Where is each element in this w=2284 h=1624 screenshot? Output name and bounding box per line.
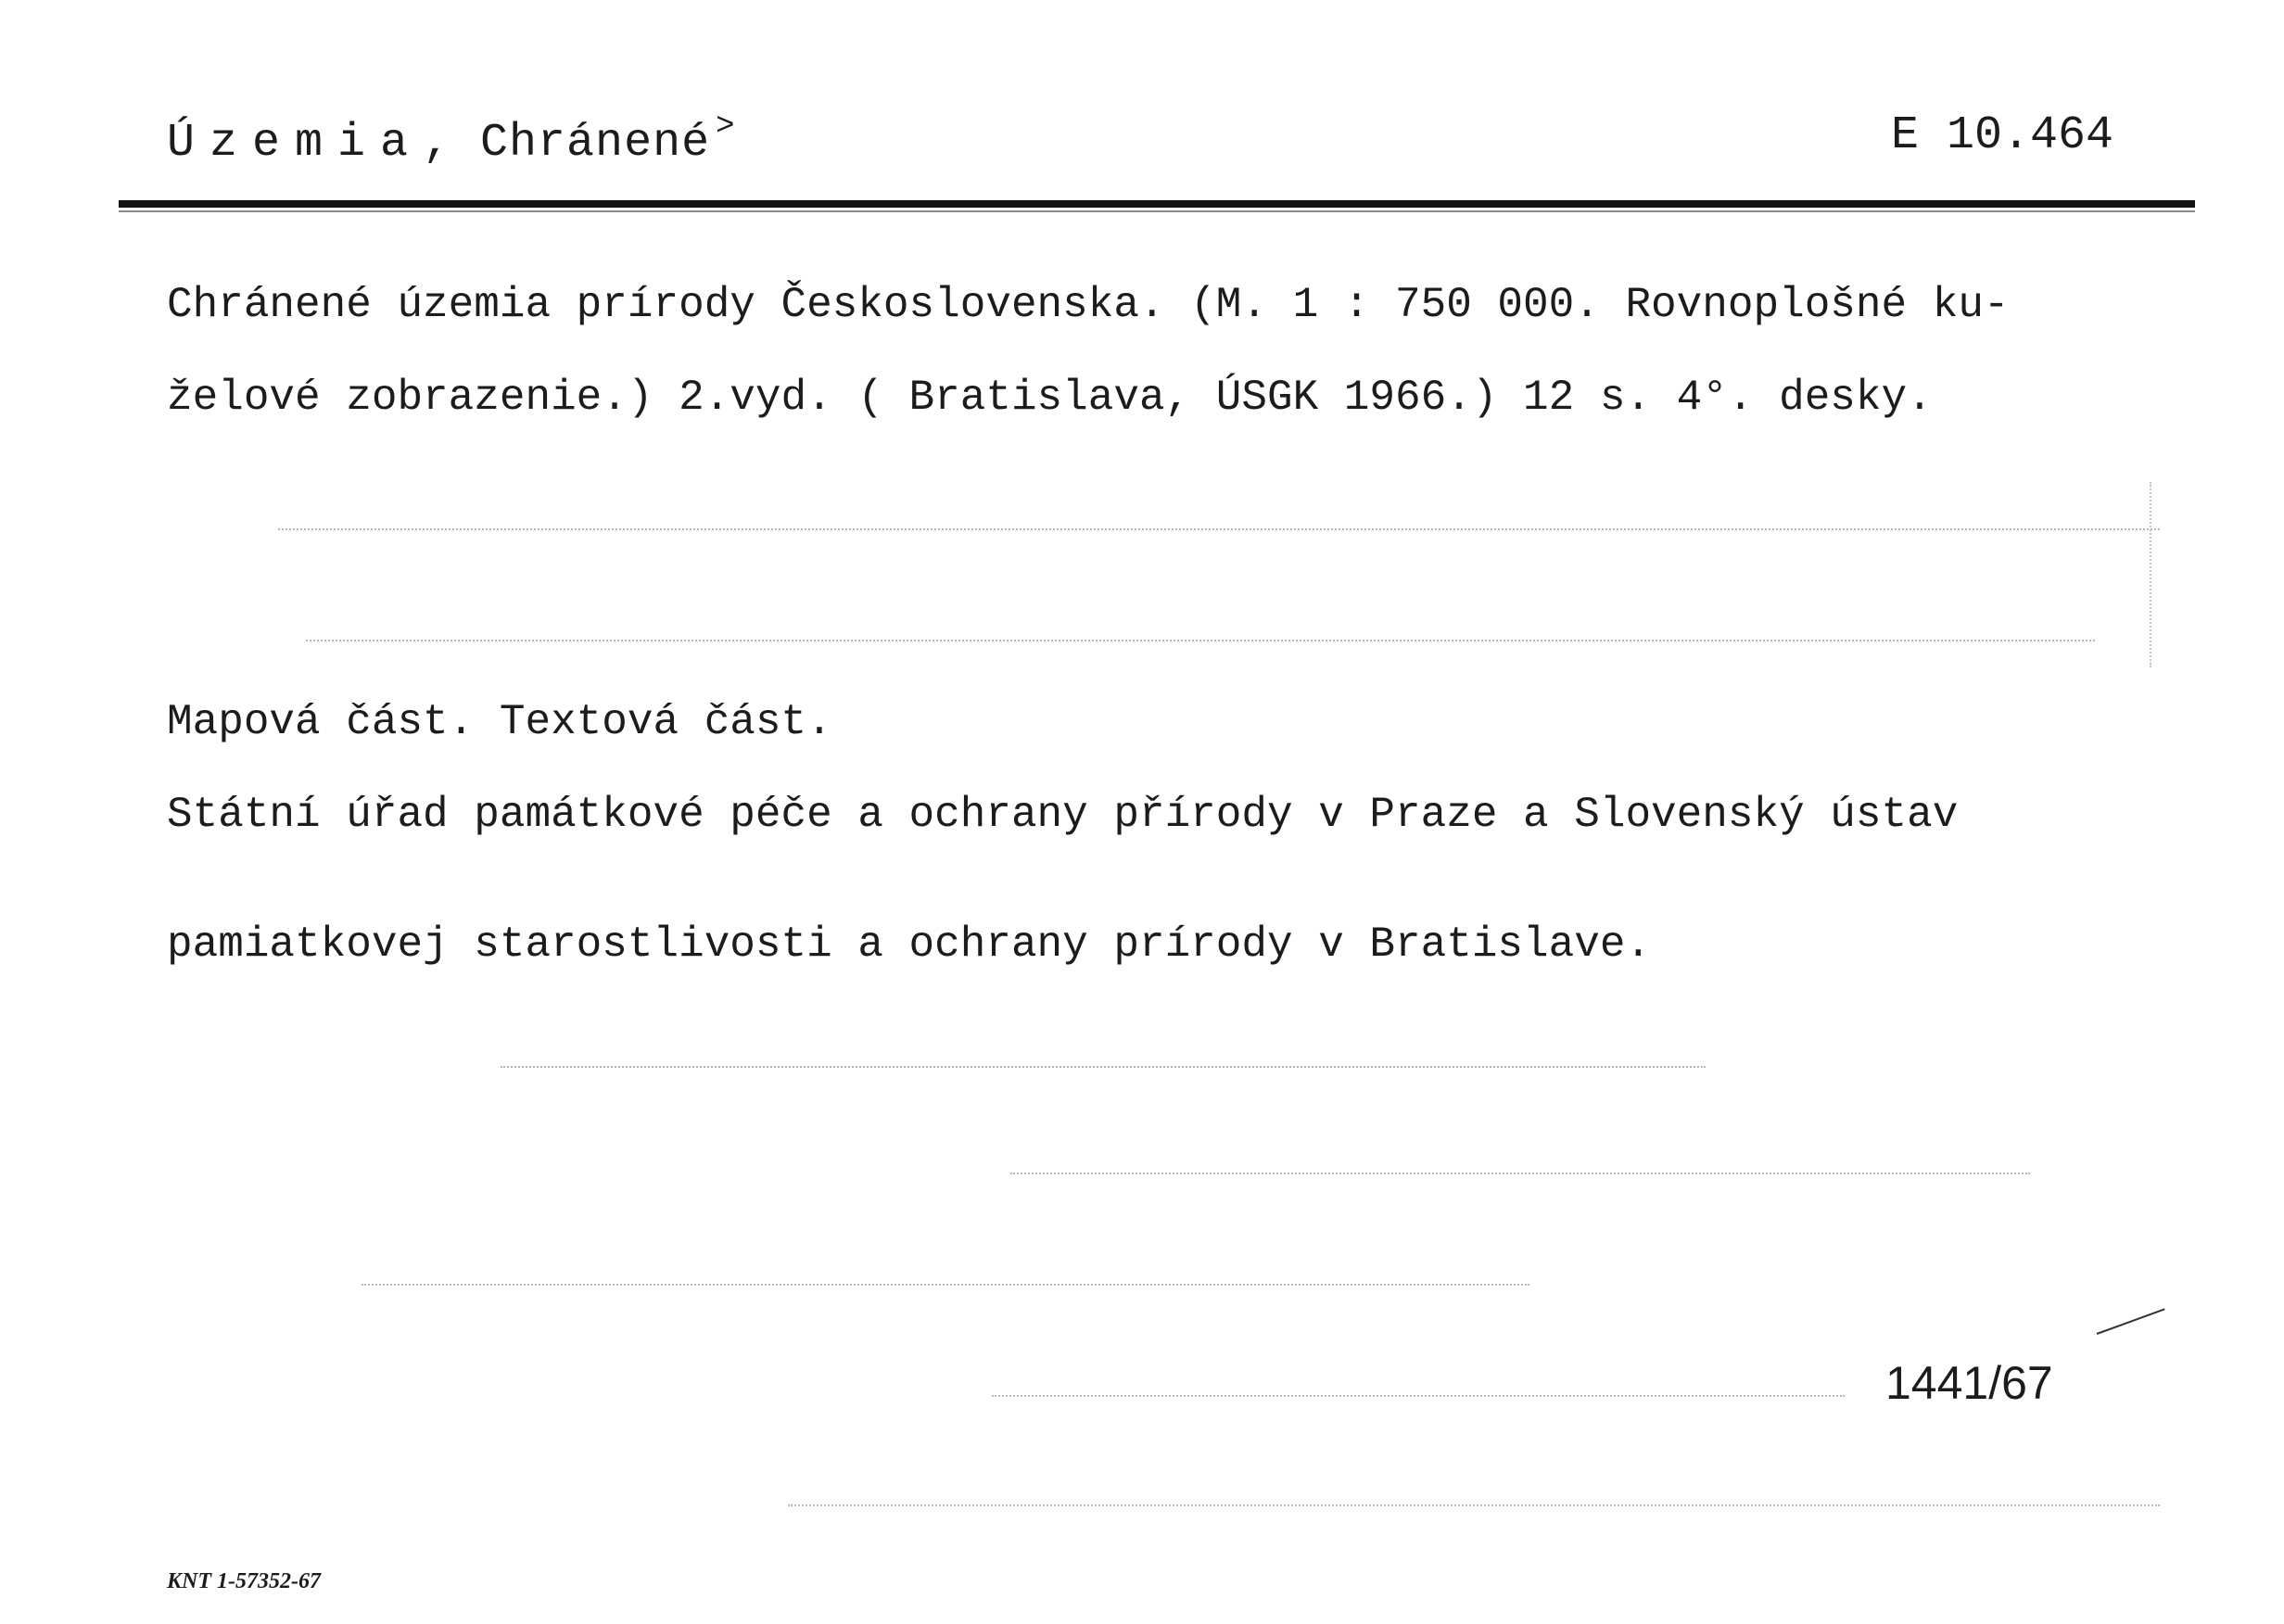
- ruled-guide-line: [1010, 1173, 2030, 1174]
- ruled-guide-line: [501, 1066, 1706, 1068]
- contents-line: Mapová část. Textová část.: [167, 698, 832, 746]
- subject-heading-rest: , Chránené: [423, 117, 711, 170]
- heading-rule: [119, 200, 2195, 208]
- ruled-guide-line: [788, 1504, 2160, 1506]
- card-edge-marks: [2150, 482, 2151, 667]
- call-number: E 10.464: [1891, 109, 2114, 162]
- subject-heading: [167, 109, 736, 170]
- ruled-guide-line: [992, 1395, 1845, 1397]
- subject-heading-main: Územia: [167, 117, 424, 170]
- print-code: KNT 1-57352-67: [167, 1569, 321, 1593]
- heading-rule-underline: [119, 210, 2195, 212]
- ruled-guide-line: [362, 1284, 1529, 1286]
- ruled-guide-line: [278, 528, 2160, 530]
- publisher-line-2: pamiatkovej starostlivosti a ochrany prírody v Bratislave.: [167, 920, 1652, 969]
- pen-tick-mark: [2097, 1308, 2165, 1335]
- ruled-guide-line: [306, 640, 2095, 641]
- subject-heading-mark: >: [716, 109, 736, 145]
- description-line-2: želové zobrazenie.) 2.vyd. ( Bratislava, ÚSGK 1966.) 12 s. 4°. desky.: [167, 374, 1933, 422]
- description-line-1: Chránené územia prírody Československa. (M. 1 : 750 000. Rovnoplošné ku-: [167, 281, 2010, 329]
- accession-number: 1441/67: [1885, 1357, 2053, 1409]
- publisher-line-1: Státní úřad památkové péče a ochrany přírody v Praze a Slovenský ústav: [167, 791, 1959, 839]
